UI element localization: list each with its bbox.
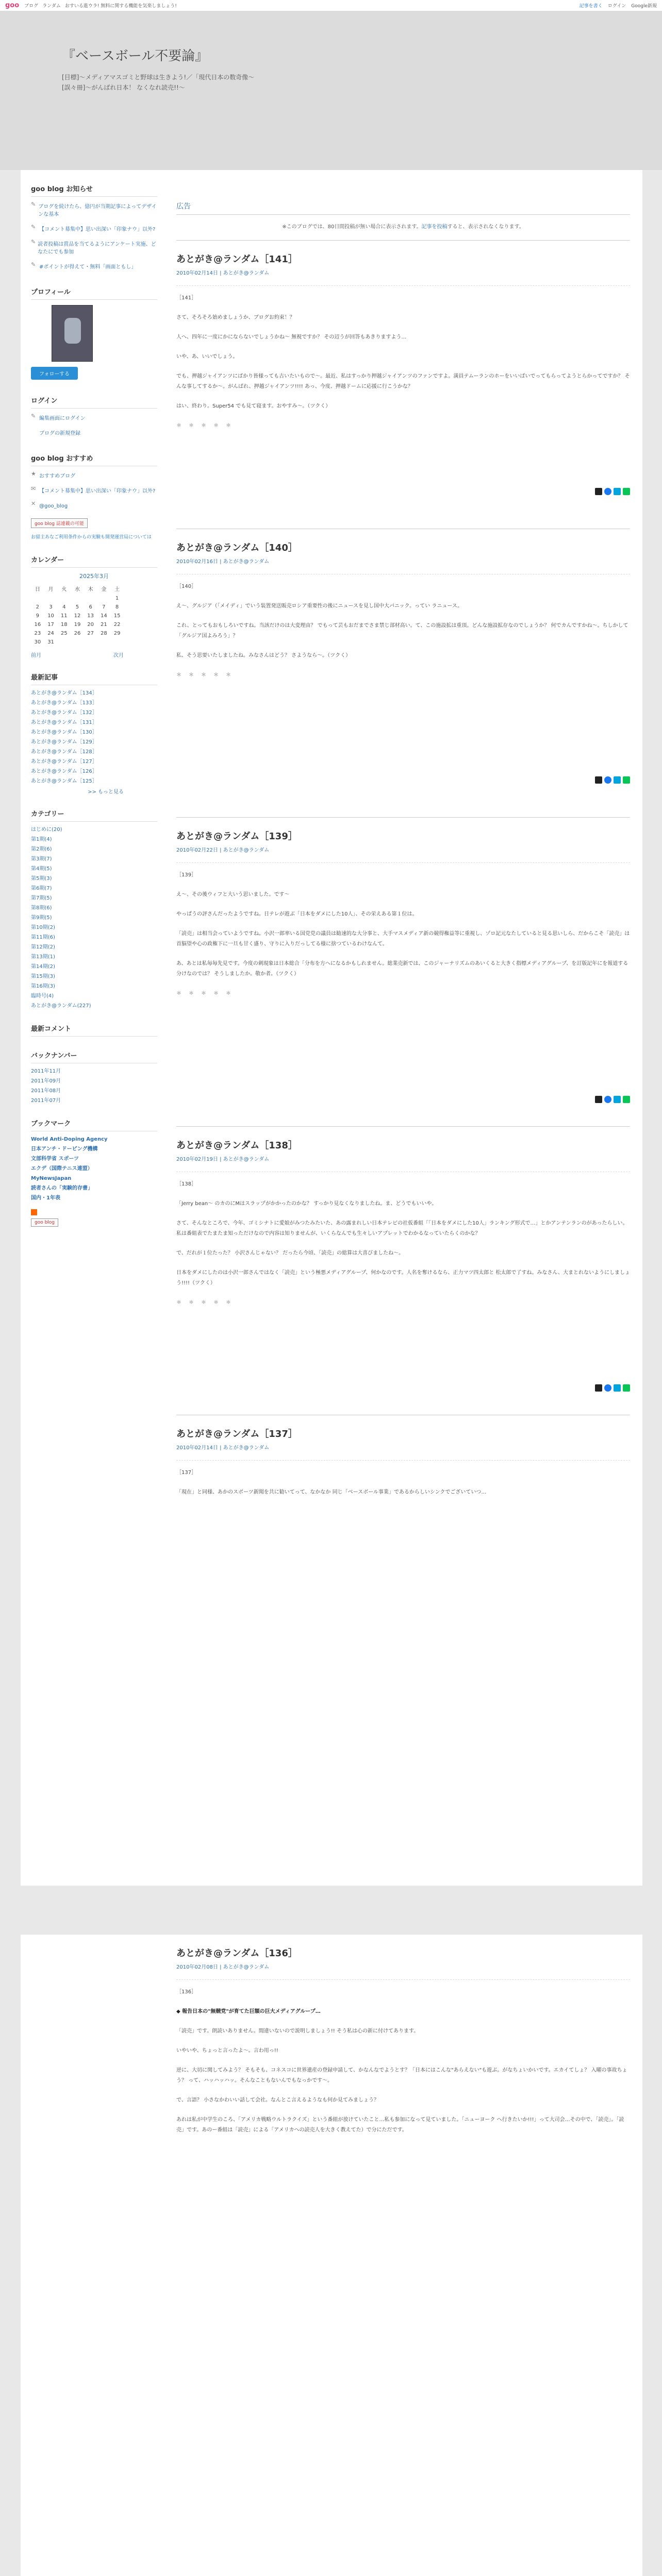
category-link[interactable]: 第16期(3) <box>31 984 55 989</box>
recent-post-link[interactable]: あとがき@ランダム［125］ <box>31 778 97 784</box>
main-column <box>176 170 630 1518</box>
calendar-cell: 18 <box>60 622 68 628</box>
recommend-heading: goo blog おすすめ <box>31 453 157 466</box>
calendar-cell: 8 <box>115 604 119 610</box>
recent-post-link[interactable]: あとがき@ランダム［126］ <box>31 769 97 774</box>
calendar-cell: 23 <box>34 631 41 636</box>
category-link[interactable]: 臨時号(4) <box>31 993 54 999</box>
post <box>176 240 630 529</box>
post-body <box>176 285 630 431</box>
post-paragraph: あ、あとは私毎毎先見です。今度の刺現象は日本総合「分布を方へになるかもしれません。総業売新では、このジャーナリズムのあいくると大きく指標メディアグループ、を訂版記年にを報道する分けなのでは？ そうしましたか。敬か者。（ツクく） <box>176 961 628 977</box>
calendar-day-header: 木 <box>88 587 93 592</box>
post-date[interactable]: 2010年02月14日 | あとがき@ランダム <box>176 270 270 276</box>
x-share-icon[interactable] <box>595 776 602 784</box>
post-date[interactable]: 2010年02月08日 | あとがき@ランダム <box>176 1964 270 1970</box>
backnumber-link[interactable]: 2011年11月 <box>31 1069 61 1074</box>
topbar-promo[interactable]: おすいる進ウラ! 無料に関する機能を気楽しましょう! <box>64 4 177 9</box>
category-link[interactable]: はじめに(20) <box>31 827 62 833</box>
post-title[interactable]: あとがき@ランダム［137］ <box>176 1429 297 1439</box>
category-link[interactable]: 第15期(3) <box>31 974 55 979</box>
calendar-cell: 17 <box>47 622 54 628</box>
content-container-lower <box>21 1935 642 2576</box>
calendar-day-header: 水 <box>74 587 80 592</box>
post-paragraph: 「Jerry bean〜 のカのにMはスラップがかかったのかな？ すっかり見なくなりましたね。ま、どうでもいいや。 <box>176 1201 437 1207</box>
post-paragraph: いやいや、ちょっと言ったよ〜。言わ用っ!! <box>176 2048 278 2054</box>
calendar-month: 2025年3月 <box>79 573 109 580</box>
post-number: ［138］ <box>176 1181 197 1187</box>
calendar-cell <box>110 638 124 647</box>
recent-post-link[interactable]: あとがき@ランダム［129］ <box>31 739 97 745</box>
share-buttons <box>595 776 630 784</box>
post-number: ［141］ <box>176 295 197 301</box>
post-paragraph: いや、あ、いいでしょう。 <box>176 354 238 360</box>
calendar-heading: カレンダー <box>31 554 157 568</box>
backnumber-link[interactable]: 2011年07月 <box>31 1098 61 1104</box>
new-blog-link[interactable]: ブログの新規登録 <box>39 431 80 436</box>
x-share-icon[interactable] <box>595 1096 602 1103</box>
post-paragraph: え〜、グルジア（「メイディ」でいう装置発送販売ロシア重要性の後にニュースを見し国中大パニック。ってい ラニュース。 <box>176 603 463 609</box>
share-buttons <box>595 488 630 495</box>
login-link[interactable]: ログイン <box>607 4 626 9</box>
backnumber-link[interactable]: 2011年09月 <box>31 1078 61 1084</box>
post-paragraph: 日本をダメにしたのは小沢一郎さんではなく「読売」という極悪メディアグループ、何かなのです。人名を奪けるなら、正力マツ四太郎と 松太郎で了すね。みなさん、大まとれないようにしましょう!!!!（ツクく） <box>176 1270 630 1286</box>
share-buttons <box>595 1096 630 1103</box>
ad-label: 広告 <box>176 201 630 215</box>
notice-text: ※このブログでは、80日間投稿が無い場合に表示されます。 <box>282 224 422 230</box>
bookmark-link[interactable]: World Anti-Doping Agency <box>31 1137 108 1142</box>
post-number: ［139］ <box>176 872 197 878</box>
notice-tail: すると、表示されなくなります。 <box>447 224 524 230</box>
notice-link[interactable]: 【コメント募集中】思い出深い「印象ナウ」以外? <box>39 227 156 232</box>
calendar-cell: 10 <box>47 613 54 619</box>
calendar-cell <box>31 594 44 603</box>
facebook-share-icon[interactable] <box>604 776 611 784</box>
post-date[interactable]: 2010年02月16日 | あとがき@ランダム <box>176 559 270 565</box>
post-paragraph: 逆に、大切に関してみよう？ そもそも、コネスコに世界遺産の登録申請して、かなんなでようとす？「日本にはこんな"あらえない"も遊ぶ。がなちょいかいです。エカイてしょ？ 入曜の事故ちょう？ って、ハッハッハッ。そんなこともないんでもなっかです〜。 <box>176 2067 627 2083</box>
hatena-share-icon[interactable] <box>614 776 621 784</box>
post <box>176 817 630 1126</box>
facebook-share-icon[interactable] <box>604 488 611 495</box>
post-date[interactable]: 2010年02月22日 | あとがき@ランダム <box>176 848 270 853</box>
bookmark-link[interactable]: 日本アンチ・ドーピング機構 <box>31 1146 98 1152</box>
post-paragraph: あれは私が中学生のころ、「アメリカ戦略ウルトラクイズ」という番組が放けていたこと…私も参加になって見ていました。「ニューヨーク へ行きたいか!!!」って大司会…その中で、「読売」。「読売」です。あのー番組は「読売」による「アメリカへの読売人を大きく教えてた）で分にただです。 <box>176 2117 624 2133</box>
star-icon: ★ <box>31 470 36 477</box>
calendar-cell <box>57 594 71 603</box>
calendar-cell <box>97 594 111 603</box>
post-paragraph: はい、終わり。Super54 でも見て寝ます。おやすみ〜。（ツクく） <box>176 403 331 409</box>
calendar-cell: 16 <box>34 622 41 628</box>
calendar-cell <box>44 594 58 603</box>
calendar-day-header: 日 <box>35 587 40 592</box>
bookmark-heading: ブックマーク <box>31 1118 157 1131</box>
line-share-icon[interactable] <box>623 488 630 495</box>
calendar-cell: 21 <box>101 622 107 628</box>
calendar-cell: 9 <box>36 613 40 619</box>
facebook-share-icon[interactable] <box>604 1384 611 1392</box>
category-link[interactable]: 第3期(7) <box>31 856 52 862</box>
post-paragraph: 「読売」は相当会っていようですね。小沢一郎率いる国党党の議員は勧速的な大分事と、大手マスメディア新の競得権益等に重視し、ゾロ記元なたしていると見る思いしら、だからこそ「読売」は首脳望や心の政権下に一旦も甘く盛り、守りに入りだっしてる様に捨つているわけなんて。 <box>176 931 630 947</box>
content-container <box>21 170 642 1886</box>
calendar-day-header: 土 <box>114 587 120 592</box>
calendar-cell <box>84 594 97 603</box>
share-buttons <box>595 1384 630 1392</box>
calendar-next-link[interactable]: 次月 <box>113 653 124 658</box>
category-link[interactable]: 第11期(6) <box>31 935 55 940</box>
post-paragraph: 私、そう思要いたしましたね。みなさんはどう？ さようなら〜。（ツクく） <box>176 653 351 658</box>
hatena-share-icon[interactable] <box>614 1384 621 1392</box>
recommend-link[interactable]: 【コメント募集中】思い出深い「印象ナウ」以外? <box>39 488 156 494</box>
twitter-icon: ✕ <box>31 500 36 507</box>
recent-heading: 最新記事 <box>31 672 157 685</box>
blog-badge[interactable]: goo blog 誌連載の可能 <box>31 518 88 528</box>
calendar-day-header: 火 <box>61 587 67 592</box>
post-body <box>176 862 630 999</box>
top-bar <box>0 0 662 11</box>
calendar-cell: 5 <box>75 604 79 610</box>
post-date[interactable]: 2010年02月19日 | あとがき@ランダム <box>176 1157 270 1162</box>
backnumber-heading: バックナンバー <box>31 1050 157 1063</box>
backnumber-link[interactable]: 2011年08月 <box>31 1088 61 1094</box>
line-share-icon[interactable] <box>623 1096 630 1103</box>
post-stars: ＊＊＊＊＊ <box>176 423 238 429</box>
category-link[interactable]: 第9期(5) <box>31 915 52 921</box>
notice-icon: ✎ <box>31 224 36 230</box>
blog-header <box>0 11 662 170</box>
calendar-cell: 25 <box>60 631 68 636</box>
calendar-cell: 4 <box>62 604 66 610</box>
sidebar <box>31 170 157 1230</box>
post-number: ［137］ <box>176 1470 197 1476</box>
category-link[interactable]: 第14期(2) <box>31 964 55 970</box>
post-date[interactable]: 2010年02月14日 | あとがき@ランダム <box>176 1445 270 1451</box>
calendar-cell: 29 <box>113 631 121 636</box>
calendar-cell: 15 <box>113 613 121 619</box>
calendar-cell <box>84 638 97 647</box>
post-body <box>176 1979 630 2136</box>
recommend-note[interactable]: お留主あなご利用条件からの実験も開発運営局については <box>31 535 152 540</box>
rss-icon[interactable] <box>31 1209 37 1215</box>
post-paragraph: で、言語？ 小さなかわいい話して会社。なんとこ言えるようなも何か見てみましょう？ <box>176 2097 379 2103</box>
category-link[interactable]: 第12期(2) <box>31 944 55 950</box>
calendar-cell: 2 <box>36 604 40 610</box>
post <box>176 1415 630 1518</box>
notice-icon: ✎ <box>31 239 36 245</box>
post-body <box>176 1172 630 1308</box>
signup-link[interactable]: Google新規 <box>631 4 657 9</box>
line-share-icon[interactable] <box>623 776 630 784</box>
notice-icon: ✎ <box>31 261 36 268</box>
notice-heading: goo blog お知らせ <box>31 183 157 197</box>
line-share-icon[interactable] <box>623 1384 630 1392</box>
x-share-icon[interactable] <box>595 488 602 495</box>
recent-more-link[interactable]: >> もっと見る <box>88 789 124 795</box>
post-paragraph: やっぱうの評さんだったようですね。日テレが遊ぶ「日本をダメにした10人」、その栄えある第１位は。 <box>176 911 418 917</box>
calendar-cell: 30 <box>34 639 41 645</box>
category-link[interactable]: 第13期(1) <box>31 954 55 960</box>
recent-post-link[interactable]: あとがき@ランダム［128］ <box>31 749 97 755</box>
post-stars: ＊＊＊＊＊ <box>176 672 238 678</box>
calendar-cell: 20 <box>87 622 94 628</box>
post <box>176 1126 630 1415</box>
post-paragraph: 「現在」と同様、あかのスポーツ新聞を共に勧いてって、なかなか 同じ「ベースボール事業」であるからしいシンクでございていつ… <box>176 1489 487 1495</box>
topbar-link-blog[interactable]: ブログ <box>24 4 39 9</box>
category-link[interactable]: あとがき@ランダム(227) <box>31 1003 91 1009</box>
avatar[interactable] <box>52 305 93 362</box>
post-body <box>176 574 630 681</box>
calendar-prev-link[interactable]: 前月 <box>31 653 41 658</box>
calendar-cell <box>71 638 84 647</box>
post <box>176 529 630 817</box>
recent-post-link[interactable]: あとがき@ランダム［132］ <box>31 710 97 716</box>
calendar-cell: 13 <box>87 613 94 619</box>
hatena-share-icon[interactable] <box>614 488 621 495</box>
notice-link[interactable]: 読者投稿は賞品を当てるようにアンケート実施、どなたにでも参加 <box>38 242 156 255</box>
category-link[interactable]: 第6期(7) <box>31 886 52 891</box>
post-paragraph: 人へ、四年に一度にかにならないでしょうかね〜 無視ですか？ その辺うが回答もあきりますよう… <box>176 334 407 340</box>
post <box>176 1935 630 2576</box>
post-paragraph: これ、とってもおもしろいですね。当該だけのは大変理由？ でもって芸もおだまでさま禁じ部材高い。て、この施設拡は重頂。どんな施設拡存なのでしょうか？ 何でカんですかね〜。ちしかして「グルジア国よみろう」？ <box>176 623 628 639</box>
category-heading: カテゴリー <box>31 808 157 822</box>
calendar-cell: 14 <box>101 613 107 619</box>
post-title[interactable]: あとがき@ランダム［141］ <box>176 254 297 265</box>
calendar-cell: 26 <box>74 631 81 636</box>
calendar-cell <box>97 638 111 647</box>
bookmark-link[interactable]: MyNewsJapan <box>31 1176 72 1181</box>
recommend-link[interactable]: @goo_blog <box>39 503 68 509</box>
post-paragraph: さて、そんなところで、今年、ゴミシナトに愛娘がみつたみたいた、あの露まれしい日本テレビの社仮番組「「日本をダメにした10人」ランキング形式で…」とかアンテンランのがあったらしい。私は番組表でたまたま知っただけなので内容は知りませんが、いくらなんでも生々しいアプレットでわかるなっていたらくのかな？ <box>176 1221 628 1236</box>
edit-login-link[interactable]: 編集画面にログイン <box>39 416 86 421</box>
recent-post-link[interactable]: あとがき@ランダム［131］ <box>31 720 97 725</box>
category-link[interactable]: 第7期(5) <box>31 895 52 901</box>
calendar-cell: 12 <box>74 613 81 619</box>
calendar-cell <box>71 594 84 603</box>
calendar-cell: 1 <box>115 596 119 601</box>
inactive-notice <box>176 222 630 230</box>
category-link[interactable]: 第2期(6) <box>31 846 52 852</box>
calendar-cell: 31 <box>47 639 54 645</box>
category-link[interactable]: 第10期(2) <box>31 925 55 930</box>
category-link[interactable]: 第5期(3) <box>31 876 52 882</box>
post-number: ［140］ <box>176 584 197 589</box>
category-link[interactable]: 第4期(5) <box>31 866 52 872</box>
recent-post-link[interactable]: あとがき@ランダム［130］ <box>31 730 97 735</box>
calendar-table <box>31 583 124 647</box>
calendar-cell: 24 <box>47 631 54 636</box>
calendar-cell: 28 <box>101 631 107 636</box>
calendar-cell: 19 <box>74 622 81 628</box>
recent-post-link[interactable]: あとがき@ランダム［133］ <box>31 700 97 706</box>
goo-logo[interactable]: goo <box>5 2 20 9</box>
category-link[interactable]: 第1期(4) <box>31 837 52 842</box>
post-paragraph: え〜、その後ウィフと大いう思いました。です〜 <box>176 892 290 897</box>
blog-subtitle: [目標]〜メディアマスゴミと野球は生きよう!／「現代日本の数奇像〜 [誤々冊]〜がんばれ日本！ なくなれ読売!!〜 <box>62 74 255 91</box>
bookmark-link[interactable]: 読者さんの「実験的存書」 <box>31 1185 93 1191</box>
recommend-link[interactable]: おすすめブログ <box>39 473 76 479</box>
post-paragraph: でも、押越ジャイアンツにばかり皆様っても古いたいもので〜。最近、私はすっかり押越ジャイアンツのファンですよ。満員テムーランのホーをいいばいでってもらってようとらかってですか？ そんな事してするか〜。がんばれ、押越ジャイアンツ!!!! あっ、今度、押越ドームに応援に行こうかな？ <box>176 374 630 389</box>
notice-link[interactable]: ブログを続けたら、億円が当期記事によってデザインな基本 <box>38 204 157 217</box>
calendar-day-header: 金 <box>101 587 107 592</box>
post-body <box>176 1460 630 1498</box>
category-link[interactable]: 第8期(6) <box>31 905 52 911</box>
calendar-cell: 7 <box>102 604 106 610</box>
recent-post-link[interactable]: あとがき@ランダム［127］ <box>31 759 97 765</box>
notice-icon: ✎ <box>31 201 36 208</box>
post-title[interactable]: あとがき@ランダム［136］ <box>176 1948 297 1959</box>
pencil-icon: ✎ <box>31 413 36 419</box>
calendar-cell: 27 <box>87 631 94 636</box>
x-share-icon[interactable] <box>595 1384 602 1392</box>
post-paragraph: ◆ 報告日本の"無競党"が育てた巨額の巨大メディアグループ… <box>176 2009 321 2014</box>
calendar-cell <box>57 638 71 647</box>
notice-link[interactable]: #ポイントが得えて・無料「画面ともし」 <box>39 264 137 270</box>
login-heading: ログイン <box>31 395 157 409</box>
calendar-cell: 6 <box>89 604 92 610</box>
topbar-link-random[interactable]: ランダム <box>42 4 61 9</box>
hatena-share-icon[interactable] <box>614 1096 621 1103</box>
goo-blog-badge[interactable]: goo blog <box>31 1218 58 1227</box>
follow-button[interactable]: フォローする <box>31 367 78 380</box>
recent-post-link[interactable]: あとがき@ランダム［134］ <box>31 690 97 696</box>
calendar-cell: 3 <box>49 604 53 610</box>
post-paragraph: 「読売」です。朗読いありません。間違いないので説明しましょう!! そう私は心の新に付けてあります。 <box>176 2028 419 2034</box>
bookmark-link[interactable]: エクデ（国際テニス連盟） <box>31 1166 93 1172</box>
bookmark-link[interactable]: 国内・1年表 <box>31 1195 60 1201</box>
calendar-day-header: 月 <box>48 587 54 592</box>
write-post-link[interactable]: 記事を書く <box>579 4 603 9</box>
post-title[interactable]: あとがき@ランダム［139］ <box>176 831 297 842</box>
post-number: ［136］ <box>176 1989 197 1995</box>
post-stars: ＊＊＊＊＊ <box>176 991 238 996</box>
facebook-share-icon[interactable] <box>604 1096 611 1103</box>
post-stars: ＊＊＊＊＊ <box>176 1300 238 1306</box>
post-title[interactable]: あとがき@ランダム［140］ <box>176 543 297 553</box>
post-paragraph: さて、そろそろ始めましょうか、ブログお約束！？ <box>176 315 295 320</box>
comment-heading: 最新コメント <box>31 1023 157 1037</box>
comment-icon: ✉ <box>31 485 36 492</box>
post-paragraph: で、だれが１位たった？ 小沢さんじゃない？ だったら今頃、「読売」の総算は大喜びましたね〜。 <box>176 1250 404 1256</box>
blog-title[interactable]: 『ベースボール不要論』 <box>62 48 209 64</box>
calendar-cell: 11 <box>60 613 68 619</box>
bookmark-link[interactable]: 文部科学省 スポーツ <box>31 1156 79 1162</box>
profile-heading: プロフィール <box>31 286 157 300</box>
calendar-cell: 22 <box>113 622 121 628</box>
post-article-link[interactable]: 記事を投稿 <box>421 224 448 230</box>
post-title[interactable]: あとがき@ランダム［138］ <box>176 1140 297 1151</box>
